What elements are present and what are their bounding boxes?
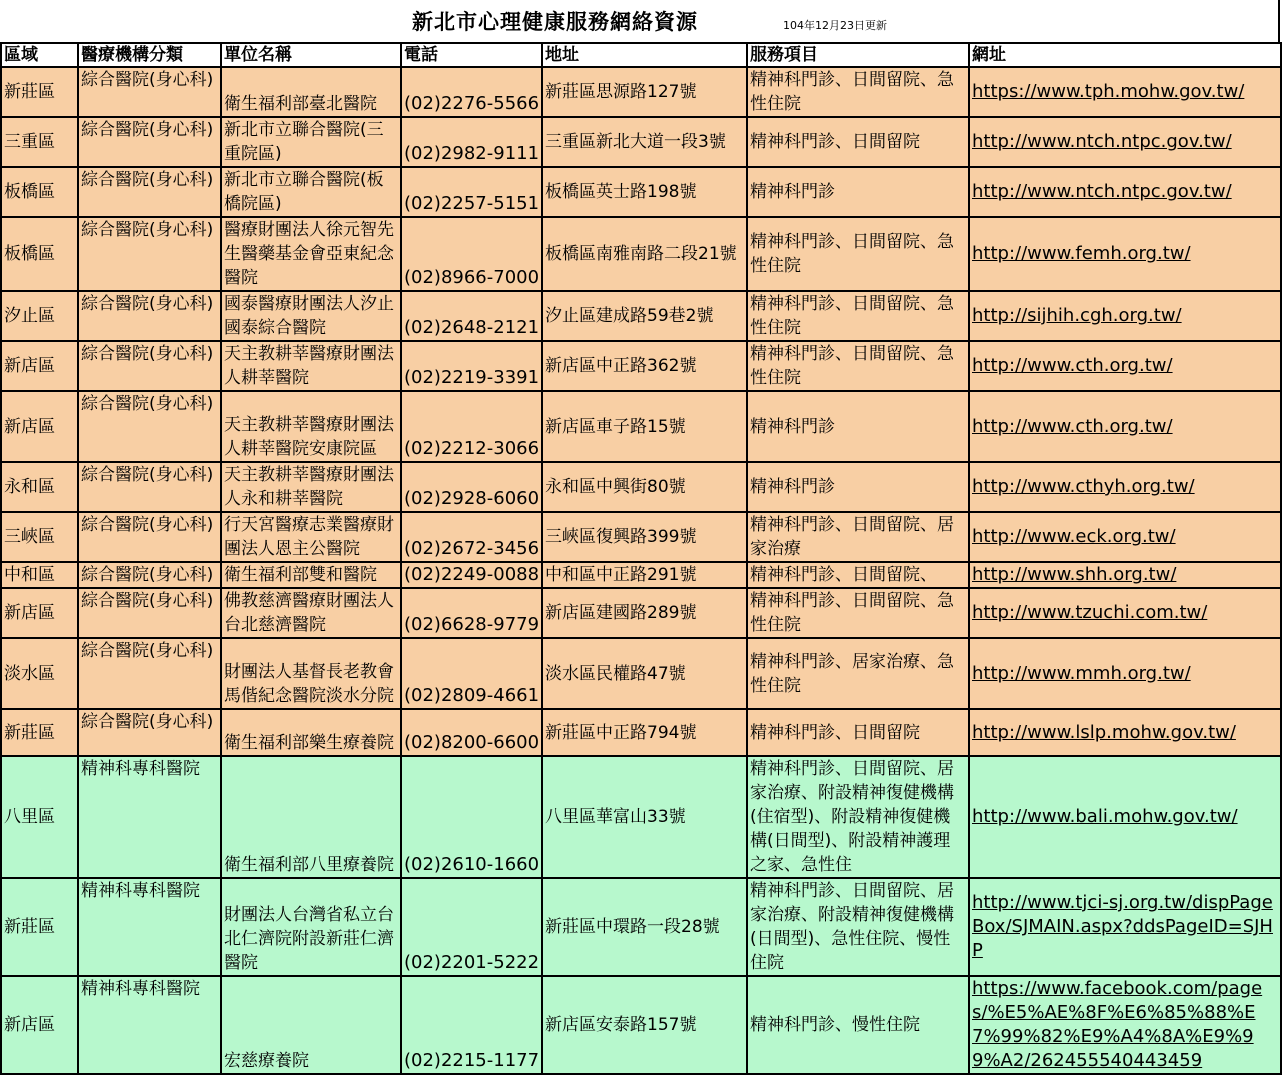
cell-category: 綜合醫院(身心科) (78, 67, 221, 117)
table-row (1, 512, 1281, 562)
cell-url (969, 588, 1281, 638)
cell-address: 汐止區建成路59巷2號 (542, 291, 747, 341)
cell-name: 國泰醫療財團法人汐止國泰綜合醫院 (221, 291, 401, 341)
cell-phone: (02)8200-6600 (401, 709, 542, 756)
cell-address: 新店區中正路362號 (542, 341, 747, 391)
cell-services: 精神科門診、日間留院、居家治療、附設精神復健機構(住宿型)、附設精神復健機構(日間型)、附設精神護理之家、急性住 (747, 756, 969, 878)
cell-phone: (02)2672-3456 (401, 512, 542, 562)
cell-area: 中和區 (1, 562, 78, 588)
website-link[interactable]: http://www.bali.mohw.gov.tw/ (972, 806, 1238, 827)
table-row (1, 709, 1281, 756)
cell-services: 精神科門診、日間留院、急性住院 (747, 341, 969, 391)
cell-category: 綜合醫院(身心科) (78, 588, 221, 638)
cell-services: 精神科門診、居家治療、急性住院 (747, 638, 969, 709)
cell-phone: (02)2249-0088 (401, 562, 542, 588)
cell-name: 財團法人台灣省私立台北仁濟院附設新莊仁濟醫院 (221, 878, 401, 976)
cell-area: 新莊區 (1, 709, 78, 756)
cell-address: 永和區中興街80號 (542, 462, 747, 512)
website-link[interactable]: http://www.cth.org.tw/ (972, 415, 1173, 437)
table-row (1, 167, 1281, 217)
cell-services: 精神科門診、慢性住院 (747, 976, 969, 1074)
cell-area: 三峽區 (1, 512, 78, 562)
table-row (1, 117, 1281, 167)
col-header-category: 醫療機構分類 (78, 43, 221, 67)
cell-services: 精神科門診、日間留院、急性住院 (747, 217, 969, 291)
updated-date: 104年12月23日更新 (783, 19, 887, 32)
col-header-phone: 電話 (401, 43, 542, 67)
website-link[interactable]: http://www.ntch.ntpc.gov.tw/ (972, 181, 1232, 202)
cell-area: 新店區 (1, 976, 78, 1074)
cell-name: 天主教耕莘醫療財團法人耕莘醫院 (221, 341, 401, 391)
cell-area: 新店區 (1, 391, 78, 462)
cell-address: 八里區華富山33號 (542, 756, 747, 878)
cell-phone: (02)2257-5151 (401, 167, 542, 217)
cell-category: 精神科專科醫院 (78, 878, 221, 976)
table-row (1, 588, 1281, 638)
cell-url (969, 638, 1281, 709)
cell-area: 三重區 (1, 117, 78, 167)
cell-address: 三重區新北大道一段3號 (542, 117, 747, 167)
cell-name: 衛生福利部樂生療養院 (221, 709, 401, 756)
cell-area: 新店區 (1, 588, 78, 638)
cell-url (969, 976, 1281, 1074)
cell-area: 新莊區 (1, 67, 78, 117)
cell-area: 淡水區 (1, 638, 78, 709)
cell-address: 新店區車子路15號 (542, 391, 747, 462)
website-link[interactable]: http://www.femh.org.tw/ (972, 243, 1191, 264)
cell-url (969, 562, 1281, 588)
table-row (1, 878, 1281, 976)
cell-name: 行天宮醫療志業醫療財團法人恩主公醫院 (221, 512, 401, 562)
page-title: 新北市心理健康服務網絡資源 (412, 10, 698, 34)
cell-category: 綜合醫院(身心科) (78, 167, 221, 217)
cell-name: 佛教慈濟醫療財團法人台北慈濟醫院 (221, 588, 401, 638)
cell-name: 天主教耕莘醫療財團法人永和耕莘醫院 (221, 462, 401, 512)
cell-services: 精神科門診 (747, 391, 969, 462)
cell-address: 中和區中正路291號 (542, 562, 747, 588)
cell-category: 綜合醫院(身心科) (78, 117, 221, 167)
cell-phone: (02)2215-1177 (401, 976, 542, 1074)
cell-name: 新北市立聯合醫院(板橋院區) (221, 167, 401, 217)
website-link[interactable]: http://www.eck.org.tw/ (972, 526, 1176, 547)
cell-phone: (02)8966-7000 (401, 217, 542, 291)
website-link[interactable]: http://www.cth.org.tw/ (972, 355, 1173, 376)
cell-category: 綜合醫院(身心科) (78, 512, 221, 562)
cell-category: 綜合醫院(身心科) (78, 562, 221, 588)
cell-address: 新店區建國路289號 (542, 588, 747, 638)
table-row (1, 217, 1281, 291)
table-row (1, 976, 1281, 1074)
cell-name: 醫療財團法人徐元智先生醫藥基金會亞東紀念醫院 (221, 217, 401, 291)
cell-services: 精神科門診、日間留院 (747, 709, 969, 756)
cell-address: 新莊區思源路127號 (542, 67, 747, 117)
cell-services: 精神科門診、日間留院、急性住院 (747, 588, 969, 638)
cell-url (969, 709, 1281, 756)
cell-address: 板橋區南雅南路二段21號 (542, 217, 747, 291)
website-link[interactable]: https://www.facebook.com/pages/%E5%AE%8F%E6%85%88%E7%99%82%E9%A4%8A%E9%99%A2/262455540443459 (972, 978, 1263, 1071)
cell-name: 新北市立聯合醫院(三重院區) (221, 117, 401, 167)
cell-url (969, 341, 1281, 391)
col-header-services: 服務項目 (747, 43, 969, 67)
cell-url (969, 391, 1281, 462)
cell-phone: (02)2610-1660 (401, 756, 542, 878)
cell-phone: (02)2212-3066 (401, 391, 542, 462)
cell-area: 新店區 (1, 341, 78, 391)
cell-category: 精神科專科醫院 (78, 756, 221, 878)
cell-name: 天主教耕莘醫療財團法人耕莘醫院安康院區 (221, 391, 401, 462)
cell-category: 綜合醫院(身心科) (78, 341, 221, 391)
cell-phone: (02)6628-9779 (401, 588, 542, 638)
cell-address: 三峽區復興路399號 (542, 512, 747, 562)
col-header-address: 地址 (542, 43, 747, 67)
cell-url (969, 67, 1281, 117)
cell-address: 淡水區民權路47號 (542, 638, 747, 709)
cell-url (969, 462, 1281, 512)
cell-services: 精神科門診 (747, 167, 969, 217)
title-bar (0, 0, 1280, 42)
cell-url (969, 291, 1281, 341)
table-row (1, 391, 1281, 462)
cell-area: 八里區 (1, 756, 78, 878)
cell-services: 精神科門診、日間留院、急性住院 (747, 291, 969, 341)
cell-area: 永和區 (1, 462, 78, 512)
cell-address: 新莊區中環路一段28號 (542, 878, 747, 976)
website-link[interactable]: https://www.tph.mohw.gov.tw/ (972, 81, 1245, 102)
cell-category: 精神科專科醫院 (78, 976, 221, 1074)
cell-url (969, 512, 1281, 562)
cell-phone: (02)2201-5222 (401, 878, 542, 976)
cell-name: 財團法人基督長老教會馬偕紀念醫院淡水分院 (221, 638, 401, 709)
cell-url (969, 117, 1281, 167)
table-row (1, 341, 1281, 391)
cell-url (969, 167, 1281, 217)
cell-category: 綜合醫院(身心科) (78, 391, 221, 462)
col-header-name: 單位名稱 (221, 43, 401, 67)
cell-url (969, 217, 1281, 291)
resource-table (0, 42, 1282, 1075)
cell-category: 綜合醫院(身心科) (78, 638, 221, 709)
website-link[interactable]: http://www.mmh.org.tw/ (972, 662, 1191, 684)
cell-services: 精神科門診、日間留院、居家治療、附設精神復健機構(日間型)、急性住院、慢性住院 (747, 878, 969, 976)
table-row (1, 562, 1281, 588)
col-header-area: 區域 (1, 43, 78, 67)
cell-phone: (02)2982-9111 (401, 117, 542, 167)
cell-url (969, 756, 1281, 878)
table-row (1, 291, 1281, 341)
cell-address: 新莊區中正路794號 (542, 709, 747, 756)
cell-name: 衛生福利部雙和醫院 (221, 562, 401, 588)
website-link[interactable]: http://www.lslp.mohw.gov.tw/ (972, 721, 1236, 743)
col-header-url: 網址 (969, 43, 1281, 67)
table-row (1, 756, 1281, 878)
table-row (1, 638, 1281, 709)
cell-services: 精神科門診、日間留院、居家治療 (747, 512, 969, 562)
website-link[interactable]: http://www.tzuchi.com.tw/ (972, 602, 1208, 623)
table-body (1, 67, 1281, 1074)
cell-category: 綜合醫院(身心科) (78, 291, 221, 341)
cell-category: 綜合醫院(身心科) (78, 709, 221, 756)
cell-area: 板橋區 (1, 167, 78, 217)
cell-services: 精神科門診 (747, 462, 969, 512)
website-link[interactable]: http://www.shh.org.tw/ (972, 564, 1177, 585)
cell-phone: (02)2648-2121 (401, 291, 542, 341)
cell-services: 精神科門診、日間留院、急性住院 (747, 67, 969, 117)
cell-address: 新店區安泰路157號 (542, 976, 747, 1074)
cell-phone: (02)2928-6060 (401, 462, 542, 512)
cell-name: 衛生福利部臺北醫院 (221, 67, 401, 117)
website-link[interactable]: http://sijhih.cgh.org.tw/ (972, 305, 1182, 326)
cell-phone: (02)2276-5566 (401, 67, 542, 117)
cell-category: 綜合醫院(身心科) (78, 217, 221, 291)
table-header-row (1, 43, 1281, 67)
cell-category: 綜合醫院(身心科) (78, 462, 221, 512)
cell-area: 板橋區 (1, 217, 78, 291)
cell-phone: (02)2219-3391 (401, 341, 542, 391)
cell-name: 衛生福利部八里療養院 (221, 756, 401, 878)
website-link[interactable]: http://www.cthyh.org.tw/ (972, 476, 1195, 497)
cell-area: 汐止區 (1, 291, 78, 341)
table-row (1, 462, 1281, 512)
cell-services: 精神科門診、日間留院、 (747, 562, 969, 588)
cell-area: 新莊區 (1, 878, 78, 976)
cell-services: 精神科門診、日間留院 (747, 117, 969, 167)
website-link[interactable]: http://www.tjci-sj.org.tw/dispPageBox/SJMAIN.aspx?ddsPageID=SJHP (972, 892, 1273, 961)
cell-url (969, 878, 1281, 976)
table-row (1, 67, 1281, 117)
website-link[interactable]: http://www.ntch.ntpc.gov.tw/ (972, 131, 1232, 152)
cell-phone: (02)2809-4661 (401, 638, 542, 709)
cell-name: 宏慈療養院 (221, 976, 401, 1074)
cell-address: 板橋區英士路198號 (542, 167, 747, 217)
